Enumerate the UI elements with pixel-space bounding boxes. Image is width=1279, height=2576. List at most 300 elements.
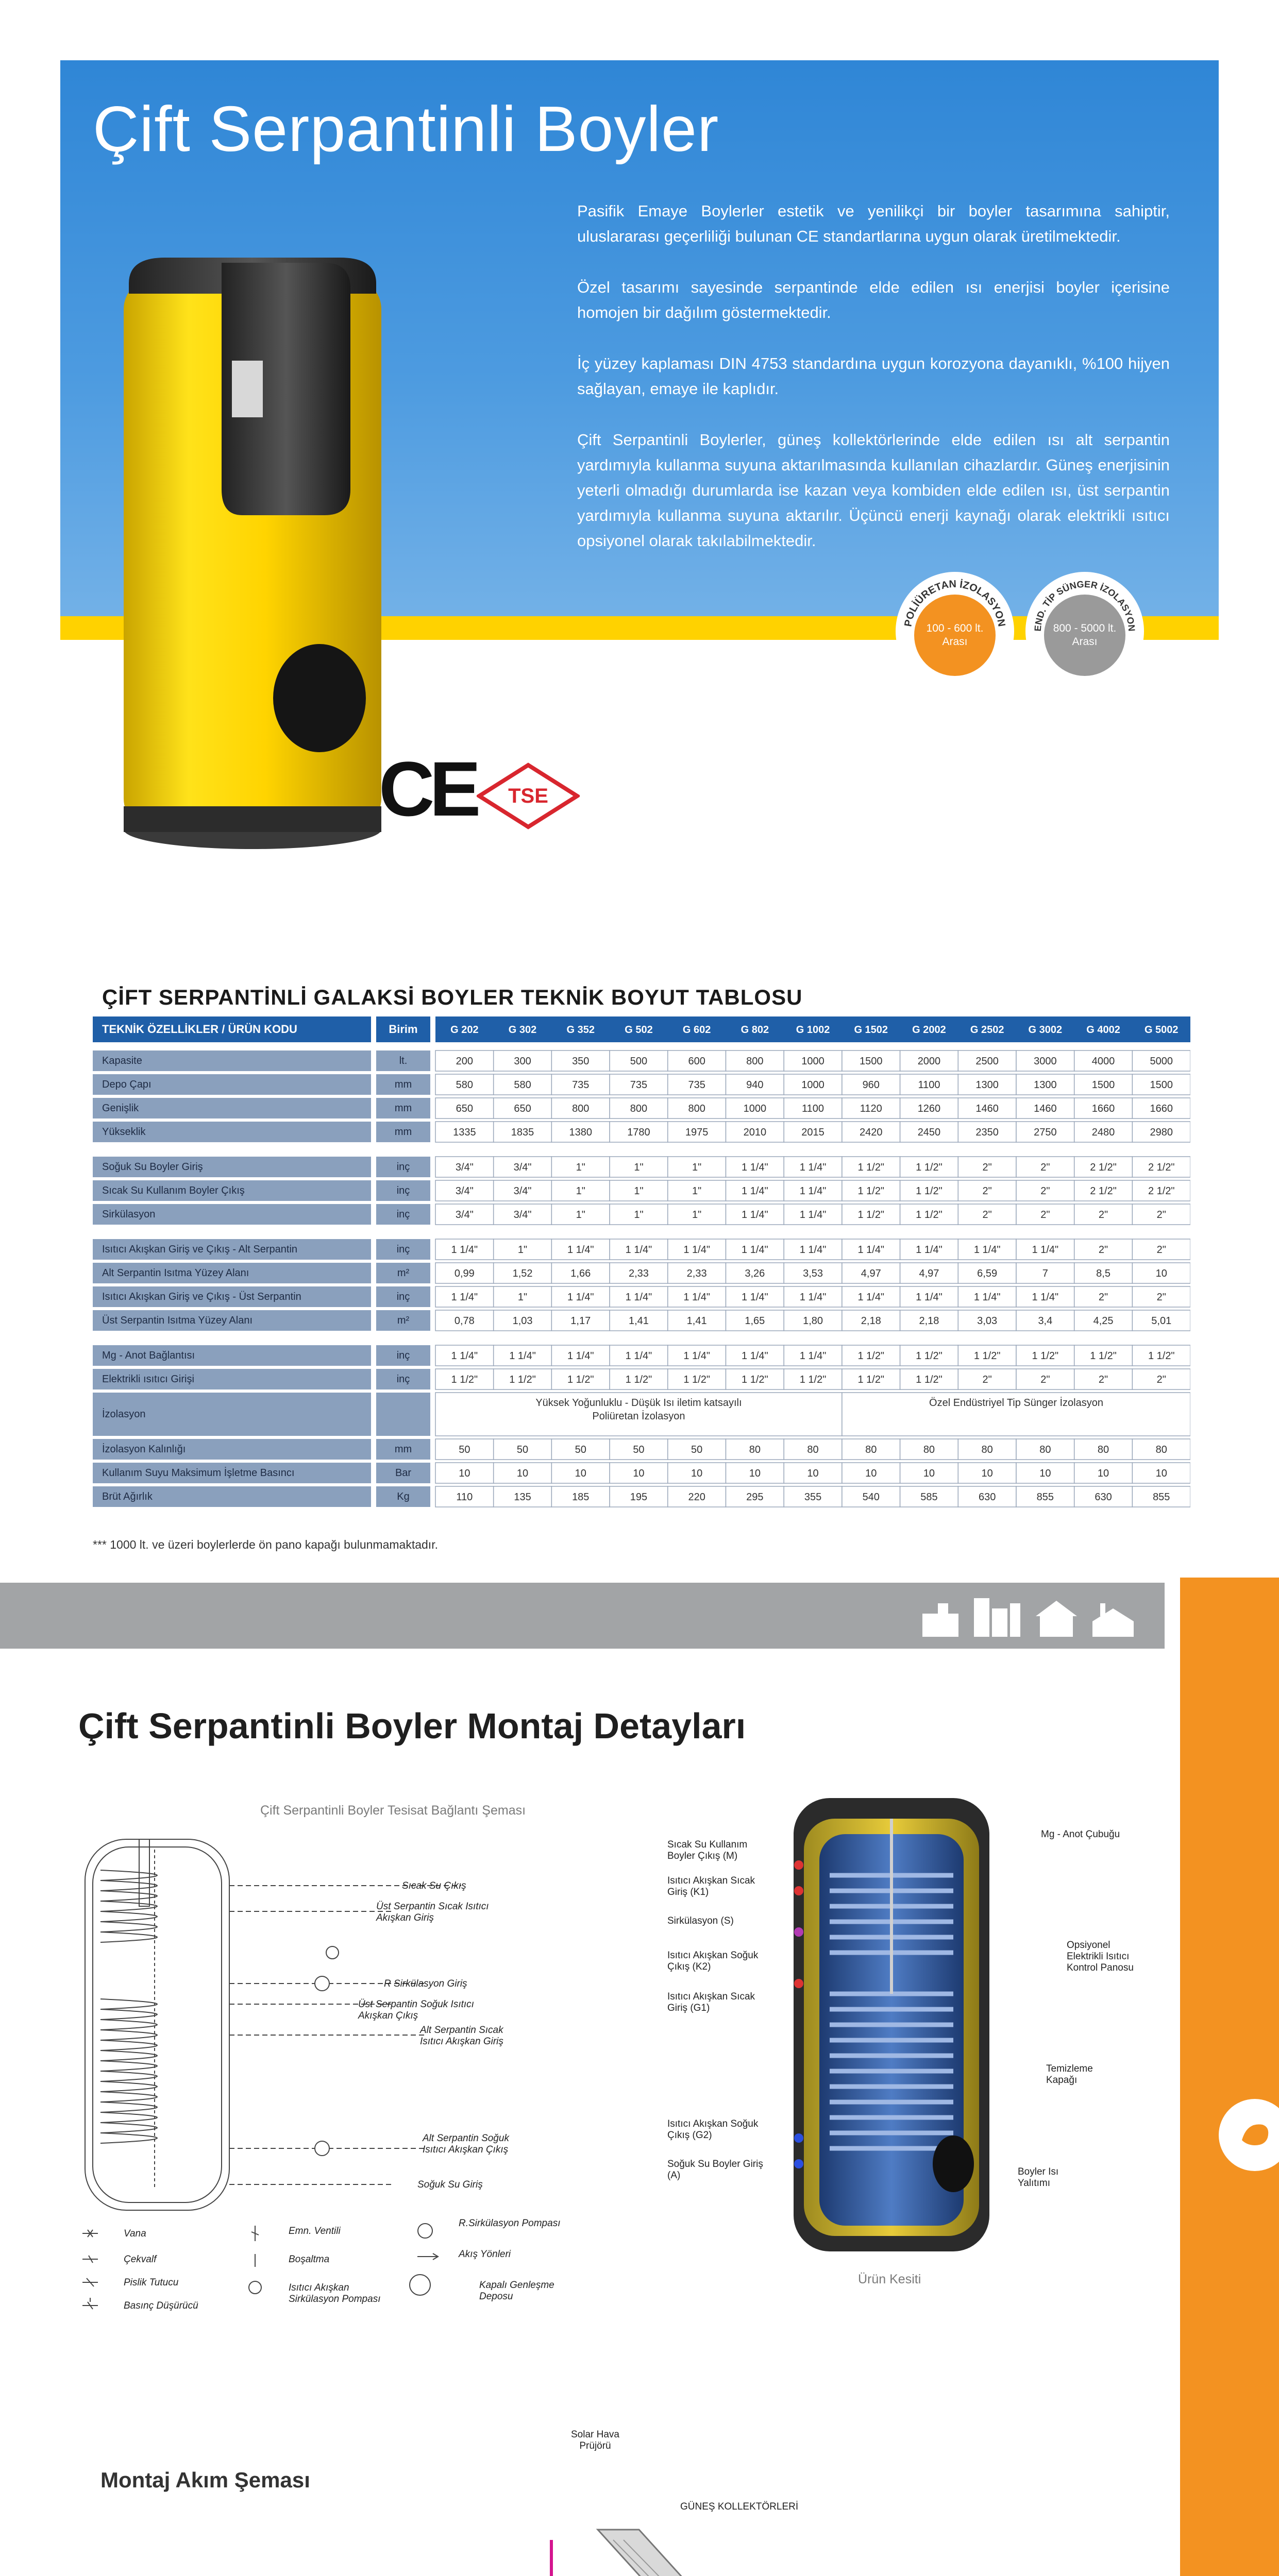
table-row-label: Sıcak Su Kullanım Boyler Çıkış — [102, 1185, 245, 1196]
model-code: G 2002 — [912, 1024, 946, 1036]
table-cell-value: 1" — [634, 1162, 644, 1173]
hero-paragraph: İç yüzey kaplaması DIN 4753 standardına uygun korozyona dayanıklı, %100 hijyen sağlayan, emaye ile kaplıdır. — [577, 354, 1170, 398]
cutaway-label: Boyler Isı Yalıtımı — [1018, 2166, 1059, 2189]
table-cell-value: 1 1/2" — [916, 1162, 943, 1173]
table-cell-value: 1 1/4" — [857, 1292, 885, 1303]
table-cell-value: 2" — [982, 1374, 992, 1385]
table-cell-value: 10 — [691, 1468, 703, 1479]
cutaway-label: Soğuk Su Boyler Giriş (A) — [667, 2159, 763, 2181]
table-cell-value: 10 — [865, 1468, 877, 1479]
table-row-label: Alt Serpantin Isıtma Yüzey Alanı — [102, 1267, 249, 1279]
model-code: G 502 — [625, 1024, 653, 1036]
flame-icon — [1219, 2099, 1279, 2171]
table-cell-value: 1000 — [743, 1103, 767, 1114]
model-code: G 202 — [450, 1024, 479, 1036]
table-cell-value: 585 — [920, 1492, 938, 1503]
cutaway-label: Isıtıcı Akışkan Soğuk Çıkış (G2) — [667, 2119, 759, 2141]
table-cell-value: 1 1/4" — [916, 1292, 943, 1303]
table-cell-value: 10 — [633, 1468, 645, 1479]
table-row-unit: inç — [396, 1161, 410, 1173]
table-row-unit: m² — [397, 1315, 410, 1326]
flow-diagram — [77, 2421, 1175, 2576]
hero-title: Çift Serpantinli Boyler — [93, 94, 719, 165]
table-cell-value: 580 — [514, 1079, 531, 1091]
table-cell-value: 3,4 — [1038, 1315, 1053, 1327]
table-cell-value: 2" — [1040, 1185, 1050, 1197]
schema-label: Soğuk Su Giriş — [417, 2179, 483, 2190]
legend-symbols — [77, 2221, 541, 2324]
table-cell-value: 2,33 — [686, 1268, 707, 1279]
table-cell-value: 1660 — [1150, 1103, 1173, 1114]
table-row-unit: Kg — [397, 1491, 410, 1502]
table-row-label: İzolasyon — [102, 1409, 146, 1420]
table-cell-value: 2" — [982, 1162, 992, 1173]
schema-label: R Sirkülasyon Giriş — [384, 1978, 467, 1989]
table-cell-value: 1" — [576, 1209, 585, 1221]
table-cell-value: 735 — [572, 1079, 590, 1091]
table-cell-value: 1" — [576, 1162, 585, 1173]
table-cell-value: 1,17 — [570, 1315, 591, 1327]
table-cell-value: 1100 — [802, 1103, 824, 1114]
table-row-unit: inç — [396, 1209, 410, 1220]
table-cell-value: 220 — [688, 1492, 705, 1503]
table-title: ÇİFT SERPANTİNLİ GALAKSİ BOYLER TEKNİK BOYUT TABLOSU — [102, 985, 803, 1009]
table-cell-value: 2" — [982, 1185, 992, 1197]
table-row-label: Mg - Anot Bağlantısı — [102, 1350, 195, 1361]
table-cell-value: 1 1/4" — [973, 1244, 1001, 1256]
table-cell-value: 580 — [456, 1079, 474, 1091]
table-cell-value: 1,03 — [512, 1315, 533, 1327]
table-cell-value: 1380 — [569, 1127, 592, 1138]
table-row-unit: lt. — [399, 1055, 408, 1066]
table-cell-value: 80 — [1097, 1444, 1109, 1455]
table-cell-value: 2" — [1156, 1292, 1166, 1303]
table-row-label: Elektrikli ısıtıcı Girişi — [102, 1374, 194, 1385]
cutaway-label: Sirkülasyon (S) — [667, 1916, 734, 1926]
table-cell-value: 1 1/4" — [916, 1244, 943, 1256]
table-cell-value: 2450 — [917, 1127, 941, 1138]
table-header-unit: Birim — [389, 1023, 418, 1036]
table-cell-value: 1 1/4" — [799, 1185, 827, 1197]
badge-inner: 100 - 600 lt. Arası — [914, 595, 996, 676]
table-cell-value: 2350 — [975, 1127, 999, 1138]
table-cell-value: 80 — [923, 1444, 935, 1455]
table-cell-value: 1,41 — [628, 1315, 649, 1327]
table-row-unit: Bar — [395, 1467, 412, 1479]
table-cell-value: 1500 — [1091, 1079, 1115, 1091]
table-cell-value: 855 — [1036, 1492, 1054, 1503]
legend-item: Çekvalf — [124, 2254, 157, 2265]
table-cell-value: 1 1/2" — [683, 1374, 710, 1385]
table-cell-value: 2" — [1098, 1374, 1108, 1385]
table-cell-value: 1 1/2" — [625, 1374, 652, 1385]
table-cell-value: 2" — [1098, 1209, 1108, 1221]
hero-paragraph: Özel tasarımı sayesinde serpantinde elde edilen ısı enerjisi boyler içerisine homojen bir dağılım göstermektedir. — [577, 278, 1170, 321]
table-cell-value: 195 — [630, 1492, 648, 1503]
table-cell-value: 7 — [1042, 1268, 1048, 1279]
table-cell-value: 1120 — [860, 1103, 882, 1114]
cutaway-label: Isıtıcı Akışkan Sıcak Giriş (G1) — [667, 1991, 755, 2013]
sidebar-circle-icon — [1219, 2099, 1279, 2171]
table-cell-value: 4,97 — [919, 1268, 939, 1279]
table-span-text: Yüksek Yoğunluklu - Düşük Isı iletim katsayılı — [535, 1397, 742, 1409]
table-cell-value: 3/4" — [513, 1185, 532, 1197]
legend-item: Vana — [124, 2228, 146, 2239]
model-code: G 302 — [508, 1024, 537, 1036]
table-cell-value: 10 — [923, 1468, 935, 1479]
table-cell-value: 2,18 — [861, 1315, 881, 1327]
table-cell-value: 10 — [1155, 1468, 1167, 1479]
table-cell-value: 735 — [630, 1079, 648, 1091]
table-cell-value: 10 — [807, 1468, 819, 1479]
table-cell-value: 940 — [746, 1079, 764, 1091]
table-cell-value: 1 1/4" — [799, 1350, 827, 1362]
table-cell-value: 1 1/4" — [742, 1244, 768, 1256]
hero-paragraph: Çift Serpantinli Boylerler, güneş kollektörlerinde elde edilen ısı alt serpantin yardımıyla kullanma suyuna aktarılmasında kullanılan cihazlardır. Güneş enerjisinin yeterli olmadığı durumlarda ise kazan veya kombiden elde edilen ısı, üst serpantin yardımıyla kullanma suyuna aktarılır. Üçüncü enerji kaynağı olarak elektrikli ısıtıcı opsiyonel olarak takılabilmektedir. — [577, 431, 1170, 550]
ce-mark: CE — [379, 745, 476, 832]
table-cell-value: 1,80 — [803, 1315, 823, 1327]
table-cell-value: 1 1/2" — [857, 1162, 885, 1173]
table-cell-value: 1 1/4" — [1032, 1244, 1059, 1256]
table-cell-value: 6,59 — [977, 1268, 998, 1279]
table-cell-value: 1 1/2" — [799, 1374, 827, 1385]
table-cell-value: 1 1/4" — [742, 1209, 768, 1221]
schema-label: Alt Serpantin Soğuk Isıtıcı Akışkan Çıkış — [423, 2133, 509, 2155]
table-cell-value: 2420 — [860, 1127, 883, 1138]
table-cell-value: 1" — [692, 1209, 702, 1221]
table-row-unit: mm — [394, 1126, 412, 1138]
table-cell-value: 10 — [981, 1468, 993, 1479]
table-cell-value: 630 — [978, 1492, 996, 1503]
table-cell-value: 1" — [692, 1162, 702, 1173]
table-row-unit: m² — [397, 1267, 410, 1279]
table-cell-value: 1 1/4" — [1032, 1292, 1059, 1303]
table-cell-value: 1 1/2" — [916, 1374, 943, 1385]
table-cell-value: 3000 — [1034, 1056, 1057, 1067]
table-row-label: Kullanım Suyu Maksimum İşletme Basıncı — [102, 1467, 295, 1479]
sponge-badge — [1025, 572, 1144, 690]
table-cell-value: 1 1/2" — [857, 1374, 885, 1385]
table-cell-value: 800 — [572, 1103, 590, 1114]
badge-inner: 800 - 5000 lt. Arası — [1044, 595, 1125, 676]
table-cell-value: 1" — [692, 1185, 702, 1197]
table-cell-value: 2500 — [975, 1056, 999, 1067]
table-cell-value: 1 1/4" — [683, 1244, 710, 1256]
table-cell-value: 1 1/2" — [973, 1350, 1001, 1362]
table-cell-value: 540 — [862, 1492, 880, 1503]
model-code: G 352 — [566, 1024, 595, 1036]
table-cell-value: 295 — [746, 1492, 764, 1503]
table-cell-value: 1 1/2" — [857, 1209, 885, 1221]
boiler-image — [108, 247, 397, 855]
montaj-title: Çift Serpantinli Boyler Montaj Detayları — [78, 1706, 746, 1746]
table-cell-value: 10 — [749, 1468, 761, 1479]
table-cell-value: 2" — [982, 1209, 992, 1221]
legend-item: Basınç Düşürücü — [124, 2300, 198, 2311]
table-cell-value: 5,01 — [1151, 1315, 1172, 1327]
table-cell-value: 2 1/2" — [1090, 1162, 1117, 1173]
table-cell-value: 1 1/4" — [973, 1292, 1001, 1303]
model-code: G 4002 — [1086, 1024, 1120, 1036]
table-cell-value: 10 — [1155, 1268, 1167, 1279]
table-cell-value: 50 — [575, 1444, 586, 1455]
table-cell-value: 1 1/4" — [625, 1292, 652, 1303]
tse-mark — [477, 762, 580, 829]
model-code: G 602 — [682, 1024, 711, 1036]
table-cell-value: 1 1/4" — [567, 1244, 594, 1256]
table-cell-value: 10 — [1097, 1468, 1109, 1479]
table-cell-value: 50 — [516, 1444, 529, 1455]
table-cell-value: 1660 — [1091, 1103, 1115, 1114]
table-cell-value: 2 1/2" — [1090, 1185, 1117, 1197]
table-cell-value: 300 — [514, 1056, 531, 1067]
table-cell-value: 2" — [1040, 1209, 1050, 1221]
model-code: G 802 — [741, 1024, 769, 1036]
table-cell-value: 50 — [691, 1444, 703, 1455]
table-cell-value: 80 — [749, 1444, 761, 1455]
table-cell-value: 355 — [804, 1492, 822, 1503]
legend-item: Boşaltma — [289, 2254, 330, 2265]
legend-item: Pislik Tutucu — [124, 2277, 179, 2288]
table-cell-value: 2480 — [1091, 1127, 1115, 1138]
table-row-unit: inç — [396, 1350, 410, 1361]
table-row-label: Üst Serpantin Isıtma Yüzey Alanı — [102, 1315, 253, 1326]
table-cell-value: 1 1/2" — [451, 1374, 478, 1385]
table-unit-cell — [376, 1393, 430, 1436]
table-cell-value: 1 1/2" — [916, 1185, 943, 1197]
table-cell-value: 855 — [1153, 1492, 1170, 1503]
table-cell-value: 1,65 — [745, 1315, 765, 1327]
spec-table — [93, 1016, 1190, 1537]
svg-text:TSE: TSE — [508, 785, 548, 807]
cutaway-caption: Ürün Kesiti — [858, 2272, 921, 2286]
table-cell-value: 80 — [807, 1444, 819, 1455]
table-cell-value: 800 — [630, 1103, 648, 1114]
table-row-label: Isıtıcı Akışkan Giriş ve Çıkış - Alt Serpantin — [102, 1244, 298, 1255]
table-cell-value: 50 — [459, 1444, 470, 1455]
model-code: G 5002 — [1144, 1024, 1179, 1036]
table-cell-value: 8,5 — [1096, 1268, 1110, 1279]
table-cell-value: 1 1/2" — [857, 1350, 885, 1362]
table-cell-value: 1,66 — [570, 1268, 591, 1279]
table-cell-value: 1 1/4" — [451, 1350, 478, 1362]
model-code: G 3002 — [1028, 1024, 1063, 1036]
hero-description — [577, 198, 1170, 579]
table-cell-value: 0,78 — [454, 1315, 475, 1327]
svg-text:END. TİP SÜNGER İZOLASYON: END. TİP SÜNGER İZOLASYON — [1032, 579, 1137, 632]
orange-sidebar — [1180, 1578, 1279, 2576]
table-cell-value: 3/4" — [455, 1185, 474, 1197]
table-cell-value: 135 — [514, 1492, 531, 1503]
table-cell-value: 1300 — [1034, 1079, 1057, 1091]
table-row-label: Soğuk Su Boyler Giriş — [102, 1161, 203, 1173]
table-cell-value: 1 1/4" — [567, 1292, 594, 1303]
flow-title: Montaj Akım Şeması — [100, 2468, 310, 2492]
table-cell-value: 1500 — [1150, 1079, 1173, 1091]
table-cell-value: 1100 — [918, 1079, 940, 1091]
cutaway-label: Sıcak Su Kullanım Boyler Çıkış (M) — [667, 1839, 748, 1861]
table-cell-value: 10 — [1039, 1468, 1051, 1479]
table-cell-value: 3,03 — [977, 1315, 998, 1327]
table-cell-value: 110 — [456, 1492, 473, 1503]
table-row-unit: inç — [396, 1374, 410, 1385]
table-cell-value: 2750 — [1034, 1127, 1057, 1138]
table-cell-value: 800 — [688, 1103, 705, 1114]
table-cell-value: 1975 — [685, 1127, 709, 1138]
table-span-text: Poliüretan İzolasyon — [592, 1411, 685, 1422]
table-cell-value: 2010 — [743, 1127, 767, 1138]
table-cell-value: 1000 — [801, 1079, 824, 1091]
table-cell-value: 1835 — [511, 1127, 534, 1138]
table-cell-value: 1,52 — [512, 1268, 533, 1279]
table-cell-value: 650 — [514, 1103, 531, 1114]
table-cell-value: 2" — [1040, 1162, 1050, 1173]
table-row-label: Kapasite — [102, 1055, 142, 1066]
table-cell-value: 1500 — [860, 1056, 883, 1067]
table-cell-value: 1" — [517, 1244, 528, 1256]
table-cell-value: 1 1/4" — [509, 1350, 536, 1362]
table-cell-value: 1 1/2" — [1148, 1350, 1175, 1362]
cutaway-label: Mg - Anot Çubuğu — [1041, 1829, 1120, 1840]
table-cell-value: 3,53 — [803, 1268, 823, 1279]
table-cell-value: 800 — [746, 1056, 764, 1067]
table-cell-value: 2" — [1156, 1244, 1166, 1256]
table-cell-value: 1335 — [453, 1127, 476, 1138]
table-row-unit: inç — [396, 1291, 410, 1302]
table-cell-value: 2 1/2" — [1148, 1162, 1175, 1173]
table-cell-value: 3/4" — [513, 1162, 532, 1173]
table-cell-value: 1 1/4" — [625, 1350, 652, 1362]
table-cell-value: 3/4" — [513, 1209, 532, 1221]
table-cell-value: 1 1/4" — [799, 1209, 827, 1221]
table-row-label: Depo Çapı — [102, 1079, 152, 1090]
table-cell-value: 500 — [630, 1056, 648, 1067]
table-cell-value: 1460 — [1034, 1103, 1057, 1114]
table-cell-value: 0,99 — [454, 1268, 475, 1279]
table-row-unit: mm — [394, 1103, 412, 1114]
table-cell-value: 1 1/4" — [799, 1244, 827, 1256]
table-cell-value: 1 1/4" — [742, 1350, 768, 1362]
table-cell-value: 1" — [517, 1292, 528, 1303]
table-cell-value: 1 1/4" — [742, 1292, 768, 1303]
table-row-label: Genişlik — [102, 1103, 139, 1114]
flow-label: Solar Hava Prüjörü — [571, 2429, 619, 2451]
model-code: G 1002 — [796, 1024, 830, 1036]
table-row-label: İzolasyon Kalınlığı — [102, 1444, 186, 1455]
table-cell-value: 2,33 — [628, 1268, 649, 1279]
table-cell-value: 960 — [862, 1079, 880, 1091]
legend-item: Isıtıcı Akışkan Sirkülasyon Pompası — [289, 2282, 381, 2304]
table-cell-value: 2" — [1156, 1374, 1166, 1385]
table-cell-value: 80 — [1039, 1444, 1051, 1455]
table-cell-value: 1 1/4" — [857, 1244, 885, 1256]
table-cell-value: 1 1/2" — [916, 1350, 943, 1362]
schema-label: Sıcak Su Çıkış — [402, 1880, 466, 1891]
table-cell-value: 630 — [1095, 1492, 1112, 1503]
table-footnote: *** 1000 lt. ve üzeri boylerlerde ön pano kapağı bulunmamaktadır. — [93, 1538, 438, 1551]
table-row-label: Isıtıcı Akışkan Giriş ve Çıkış - Üst Serpantin — [102, 1291, 301, 1302]
table-row-label: Yükseklik — [102, 1126, 146, 1138]
table-cell-value: 1 1/4" — [451, 1244, 478, 1256]
table-cell-value: 1000 — [801, 1056, 824, 1067]
model-code: G 2502 — [970, 1024, 1004, 1036]
table-cell-value: 1 1/4" — [683, 1350, 710, 1362]
table-row-unit: mm — [394, 1079, 412, 1090]
table-cell-value: 3/4" — [455, 1162, 474, 1173]
cutaway-label: Isıtıcı Akışkan Soğuk Çıkış (K2) — [667, 1950, 759, 1972]
table-cell-value: 600 — [688, 1056, 705, 1067]
table-cell-value: 80 — [865, 1444, 877, 1455]
table-cell-value: 1" — [634, 1209, 644, 1221]
table-cell-value: 2" — [1040, 1374, 1050, 1385]
table-cell-value: 1 1/4" — [451, 1292, 478, 1303]
table-cell-value: 1 1/2" — [567, 1374, 594, 1385]
svg-text:POLİÜRETAN İZOLASYON: POLİÜRETAN İZOLASYON — [902, 578, 1007, 628]
table-cell-value: 1" — [634, 1185, 644, 1197]
table-cell-value: 350 — [572, 1056, 590, 1067]
table-row-label: Brüt Ağırlık — [102, 1491, 153, 1502]
table-cell-value: 1 1/2" — [509, 1374, 536, 1385]
table-cell-value: 1 1/4" — [799, 1292, 827, 1303]
hero-paragraph: Pasifik Emaye Boylerler estetik ve yenilikçi bir boyler tasarımına sahiptir, uluslararası geçerliliği bulunan CE standartlarına uygun olarak üretilmektedir. — [577, 202, 1170, 245]
table-header-label: TEKNİK ÖZELLİKLER / ÜRÜN KODU — [102, 1023, 297, 1036]
table-cell-value: 2" — [1098, 1292, 1108, 1303]
table-cell-value: 2000 — [917, 1056, 941, 1067]
table-cell-value: 10 — [459, 1468, 470, 1479]
table-cell-value: 1,41 — [686, 1315, 707, 1327]
polyurethane-badge — [896, 572, 1014, 690]
table-cell-value: 1 1/4" — [567, 1350, 594, 1362]
legend-item: Kapalı Genleşme Deposu — [479, 2280, 554, 2302]
table-cell-value: 1460 — [975, 1103, 999, 1114]
table-cell-value: 1 1/2" — [1090, 1350, 1117, 1362]
table-row-unit: mm — [394, 1444, 412, 1455]
table-cell-value: 1 1/4" — [742, 1185, 768, 1197]
table-cell-value: 2,18 — [919, 1315, 939, 1327]
table-cell-value: 1 1/4" — [799, 1162, 827, 1173]
table-row-label: Sirkülasyon — [102, 1209, 156, 1220]
table-cell-value: 1260 — [917, 1103, 941, 1114]
table-cell-value: 185 — [572, 1492, 590, 1503]
table-cell-value: 2 1/2" — [1148, 1185, 1175, 1197]
table-cell-value: 3,26 — [745, 1268, 765, 1279]
table-cell-value: 1 1/2" — [742, 1374, 768, 1385]
table-cell-value: 2" — [1156, 1209, 1166, 1221]
schema-label: Alt Serpantin Sıcak Isıtıcı Akışkan Giriş — [420, 2025, 503, 2047]
table-cell-value: 10 — [575, 1468, 586, 1479]
table-cell-value: 735 — [688, 1079, 705, 1091]
table-cell-value: 5000 — [1150, 1056, 1173, 1067]
cutaway-label: Opsiyonel Elektrikli Isıtıcı Kontrol Panosu — [1067, 1940, 1134, 1973]
flow-label: GÜNEŞ KOLLEKTÖRLERİ — [680, 2501, 799, 2512]
table-cell-value: 80 — [981, 1444, 993, 1455]
table-cell-value: 2" — [1098, 1244, 1108, 1256]
table-cell-value: 3/4" — [455, 1209, 474, 1221]
boiler-cutaway — [783, 1788, 1000, 2262]
legend-item: Emn. Ventili — [289, 2226, 341, 2236]
table-cell-value: 1300 — [975, 1079, 999, 1091]
table-cell-value: 4,97 — [861, 1268, 881, 1279]
table-cell-value: 2980 — [1150, 1127, 1173, 1138]
table-row-unit: inç — [396, 1185, 410, 1196]
model-code: G 1502 — [854, 1024, 888, 1036]
cutaway-label: Temizleme Kapağı — [1046, 2063, 1093, 2086]
table-cell-value: 1 1/2" — [857, 1185, 885, 1197]
table-cell-value: 1 1/4" — [683, 1292, 710, 1303]
cutaway-label: Isıtıcı Akışkan Sıcak Giriş (K1) — [667, 1875, 755, 1897]
table-cell-value: 1780 — [627, 1127, 650, 1138]
table-span-text: Özel Endüstriyel Tip Sünger İzolasyon — [929, 1397, 1103, 1409]
